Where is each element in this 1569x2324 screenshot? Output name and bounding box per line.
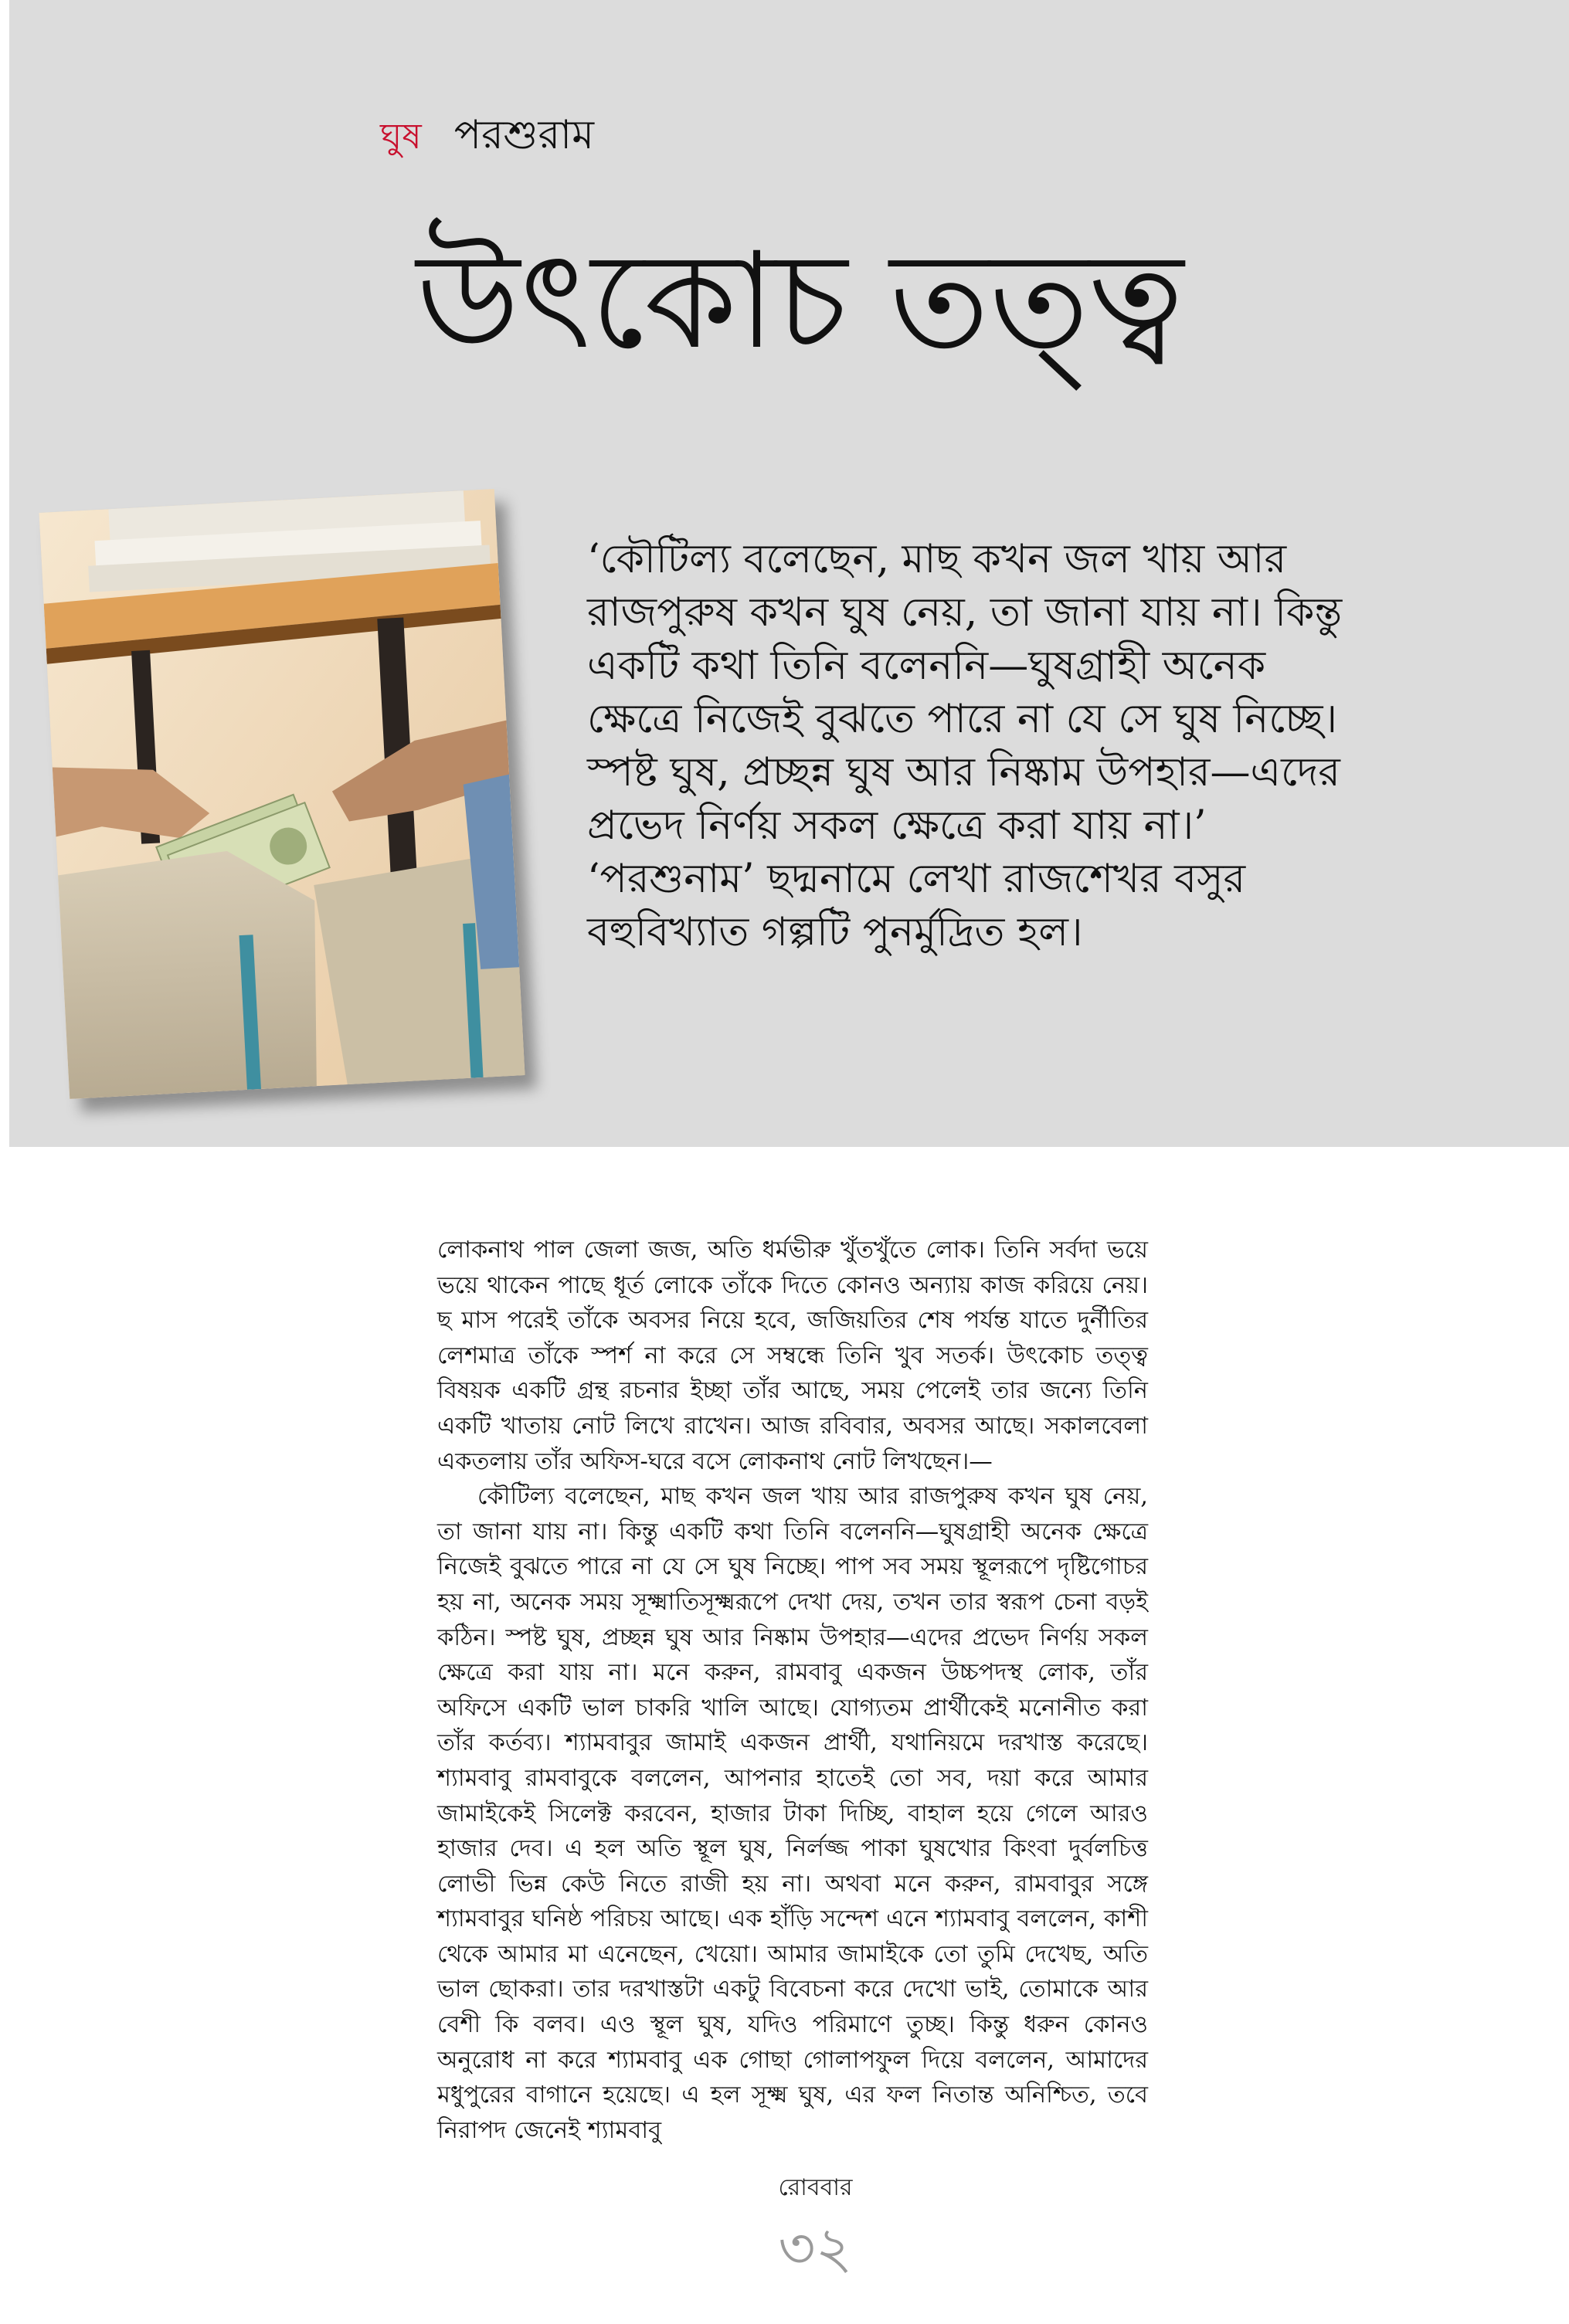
article-title: উৎকোচ তত্ত্ব bbox=[416, 223, 1184, 378]
page-edge bbox=[0, 0, 9, 1147]
article-photo bbox=[39, 489, 525, 1099]
body-paragraph: কৌটিল্য বলেছেন, মাছ কখন জল খায় আর রাজপুরুষ কখন ঘুষ নেয়, তা জানা যায় না। কিন্তু একটি কথা তিনি বলেননি—ঘুষগ্রাহী অনেক ক্ষেত্রে নিজেই বুঝতে পারে না যে সে ঘুষ নিচ্ছে। পাপ সব সময় স্থূলরূপে দৃষ্টিগোচর হয় না, অনেক সময় সূক্ষ্মাতিসূক্ষ্মরূপে দেখা দেয়, তখন তার স্বরূপ চেনা বড়ই কঠিন। স্পষ্ট ঘুষ, প্রচ্ছন্ন ঘুষ আর নিষ্কাম উপহার—এদের প্রভেদ নির্ণয় সকল ক্ষেত্রে করা যায় না। মনে করুন, রামবাবু একজন উচ্চপদস্থ লোক, তাঁর অফিসে একটি ভাল চাকরি খালি আছে। যোগ্যতম প্রার্থীকেই মনোনীত করা তাঁর কর্তব্য। শ্যামবাবুর জামাই একজন প্রার্থী, যথানিয়মে দরখাস্ত করেছে। শ্যামবাবু রামবাবুকে বললেন, আপনার হাতেই তো সব, দয়া করে আমার জামাইকেই সিলেক্ট করবেন, হাজার টাকা দিচ্ছি, বাহাল হয়ে গেলে আরও হাজার দেব। এ হল অতি স্থূল ঘুষ, নির্লজ্জ পাকা ঘুষখোর কিংবা দুর্বলচিত্ত লোভী ভিন্ন কেউ নিতে রাজী হয় না। অথবা মনে করুন, রামবাবুর সঙ্গে শ্যামবাবুর ঘনিষ্ঠ পরিচয় আছে। এক হাঁড়ি সন্দেশ এনে শ্যামবাবু বললেন, কাশী থেকে আমার মা এনেছেন, খেয়ো। আমার জামাইকে তো তুমি দেখেছ, অতি ভাল ছোকরা। তার দরখাস্তটা একটু বিবেচনা করে দেখো ভাই, তোমাকে আর বেশী কি বলব। এও স্থূল ঘুষ, যদিও পরিমাণে তুচ্ছ। কিন্তু ধরুন কোনও অনুরোধ না করে শ্যামবাবু এক গোছা গোলাপফুল দিয়ে বললেন, আমাদের মধুপুরের বাগানে হয়েছে। এ হল সূক্ষ্ম ঘুষ, এর ফল নিতান্ত অনিশ্চিত, তবে নিরাপদ জেনেই শ্যামবাবু bbox=[437, 1483, 1148, 2144]
page-number: ৩২ bbox=[778, 2215, 853, 2282]
body-paragraph: লোকনাথ পাল জেলা জজ, অতি ধর্মভীরু খুঁতখুঁতে লোক। তিনি সর্বদা ভয়ে ভয়ে থাকেন পাছে ধূর্ত লোকে তাঁকে দিতে কোনও অন্যায় কাজ করিয়ে নেয়। ছ মাস পরেই তাঁকে অবসর নিয়ে হবে, জজিয়তির শেষ পর্যন্ত যাতে দুর্নীতির লেশমাত্র তাঁকে স্পর্শ না করে সে সম্বন্ধে তিনি খুব সতর্ক। উৎকোচ তত্ত্ব বিষয়ক একটি গ্রন্থ রচনার ইচ্ছা তাঁর আছে, সময় পেলেই তার জন্যে তিনি একটি খাতায় নোট লিখে রাখেন। আজ রবিবার, অবসর আছে। সকালবেলা একতলায় তাঁর অফিস-ঘরে বসে লোকনাথ নোট লিখছেন।— bbox=[437, 1237, 1148, 1475]
page-footer bbox=[0, 2169, 1569, 2300]
standfirst-text: ‘কৌটিল্য বলেছেন, মাছ কখন জল খায় আর রাজপুরুষ কখন ঘুষ নেয়, তা জানা যায় না। কিন্তু একটি কথা তিনি বলেননি—ঘুষগ্রাহী অনেক ক্ষেত্রে নিজেই বুঝতে পারে না যে সে ঘুষ নিচ্ছে। স্পষ্ট ঘুষ, প্রচ্ছন্ন ঘুষ আর নিষ্কাম উপহার—এদের প্রভেদ নির্ণয় সকল ক্ষেত্রে করা যায় না।’ ‘পরশুনাম’ ছদ্মনামে লেখা রাজশেখর বসুর বহুবিখ্যাত গল্পটি পুনর্মুদ্রিত হল। bbox=[587, 536, 1343, 955]
magazine-name: রোববার bbox=[778, 2174, 853, 2201]
standfirst bbox=[587, 533, 1367, 959]
kicker bbox=[380, 103, 594, 171]
section-tag: ঘুষ bbox=[380, 115, 422, 157]
article-body bbox=[437, 1233, 1148, 2148]
author-name: পরশুরাম bbox=[453, 112, 595, 158]
currency-handover-photo bbox=[39, 489, 525, 1099]
